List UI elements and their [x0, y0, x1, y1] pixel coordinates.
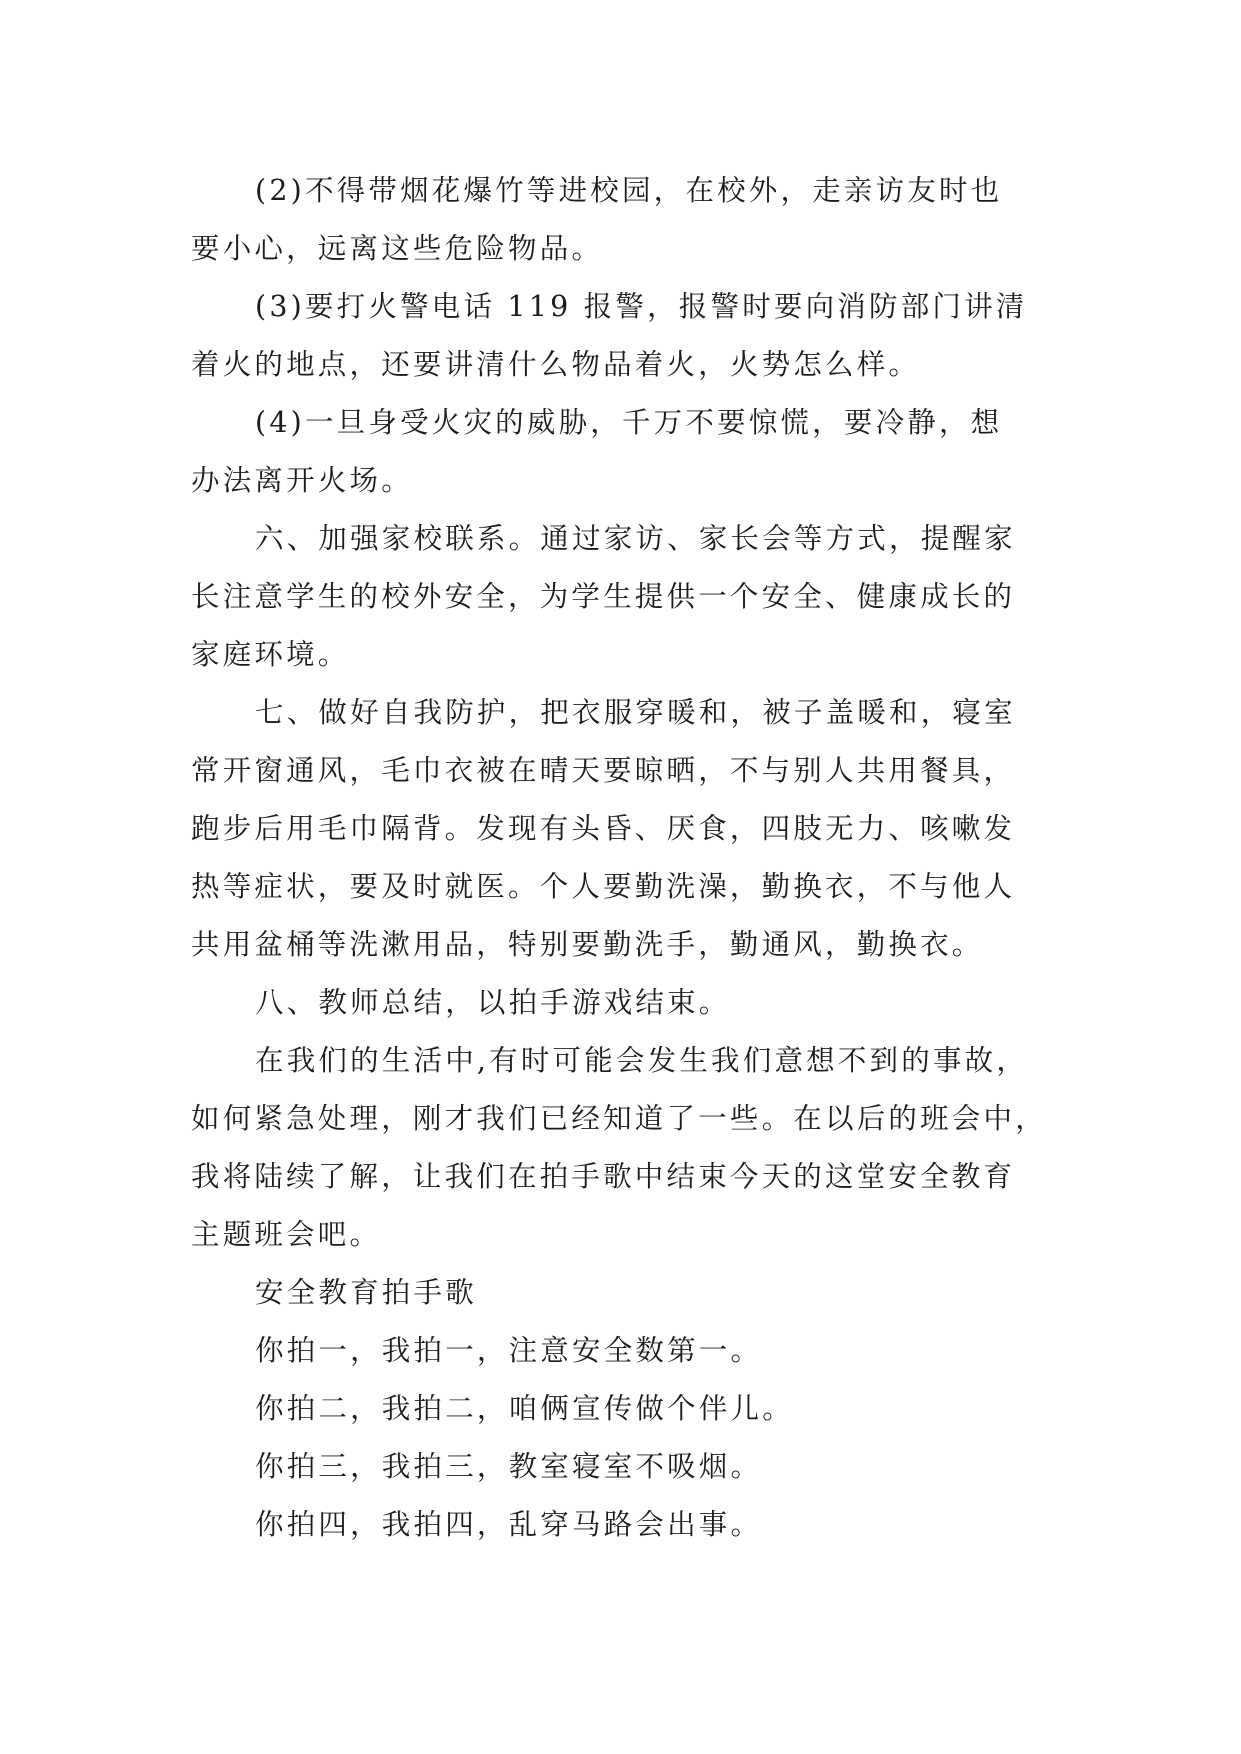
document-body [191, 162, 1071, 1554]
paragraph-section-8: 八、教师总结，以拍手游戏结束。 [255, 986, 731, 1019]
paragraph-section-7: 七、做好自我防护，把衣服穿暖和，被子盖暖和，寝室 常开窗通风，毛巾衣被在晴天要晾晒，不与别人共用餐具， 跑步后用毛巾隔背。发现有头昏、厌食，四肢无力、咳嗽发 热等症状，要及时就医。个人要勤洗澡，勤换衣，不与他人 共用盆桶等洗漱用品，特别要勤洗手，勤通风，勤换衣。 [191, 696, 1016, 961]
paragraph-item-2: (2)不得带烟花爆竹等进校园，在校外，走亲访友时也 要小心，远离这些危险物品。 [191, 174, 1003, 265]
song-line-4: 你拍四，我拍四，乱穿马路会出事。 [255, 1508, 763, 1541]
paragraph-item-4: (4)一旦身受火灾的威胁，千万不要惊慌，要冷静，想 办法离开火场。 [191, 406, 1003, 497]
paragraph-closing-remarks: 在我们的生活中,有时可能会发生我们意想不到的事故， 如何紧急处理，刚才我们已经知道了一些。在以后的班会中， 我将陆续了解，让我们在拍手歌中结束今天的这堂安全教育 主题班会吧。 [191, 1044, 1047, 1251]
song-line-1: 你拍一，我拍一，注意安全数第一。 [255, 1334, 763, 1367]
song-line-2: 你拍二，我拍二，咱俩宣传做个伴儿。 [255, 1392, 794, 1425]
song-line-3: 你拍三，我拍三，教室寝室不吸烟。 [255, 1450, 763, 1483]
paragraph-item-3: (3)要打火警电话 119 报警，报警时要向消防部门讲清 着火的地点，还要讲清什么物品着火，火势怎么样。 [191, 290, 1028, 381]
paragraph-section-6: 六、加强家校联系。通过家访、家长会等方式，提醒家 长注意学生的校外安全，为学生提供一个安全、健康成长的 家庭环境。 [191, 522, 1016, 671]
song-title: 安全教育拍手歌 [255, 1276, 477, 1309]
